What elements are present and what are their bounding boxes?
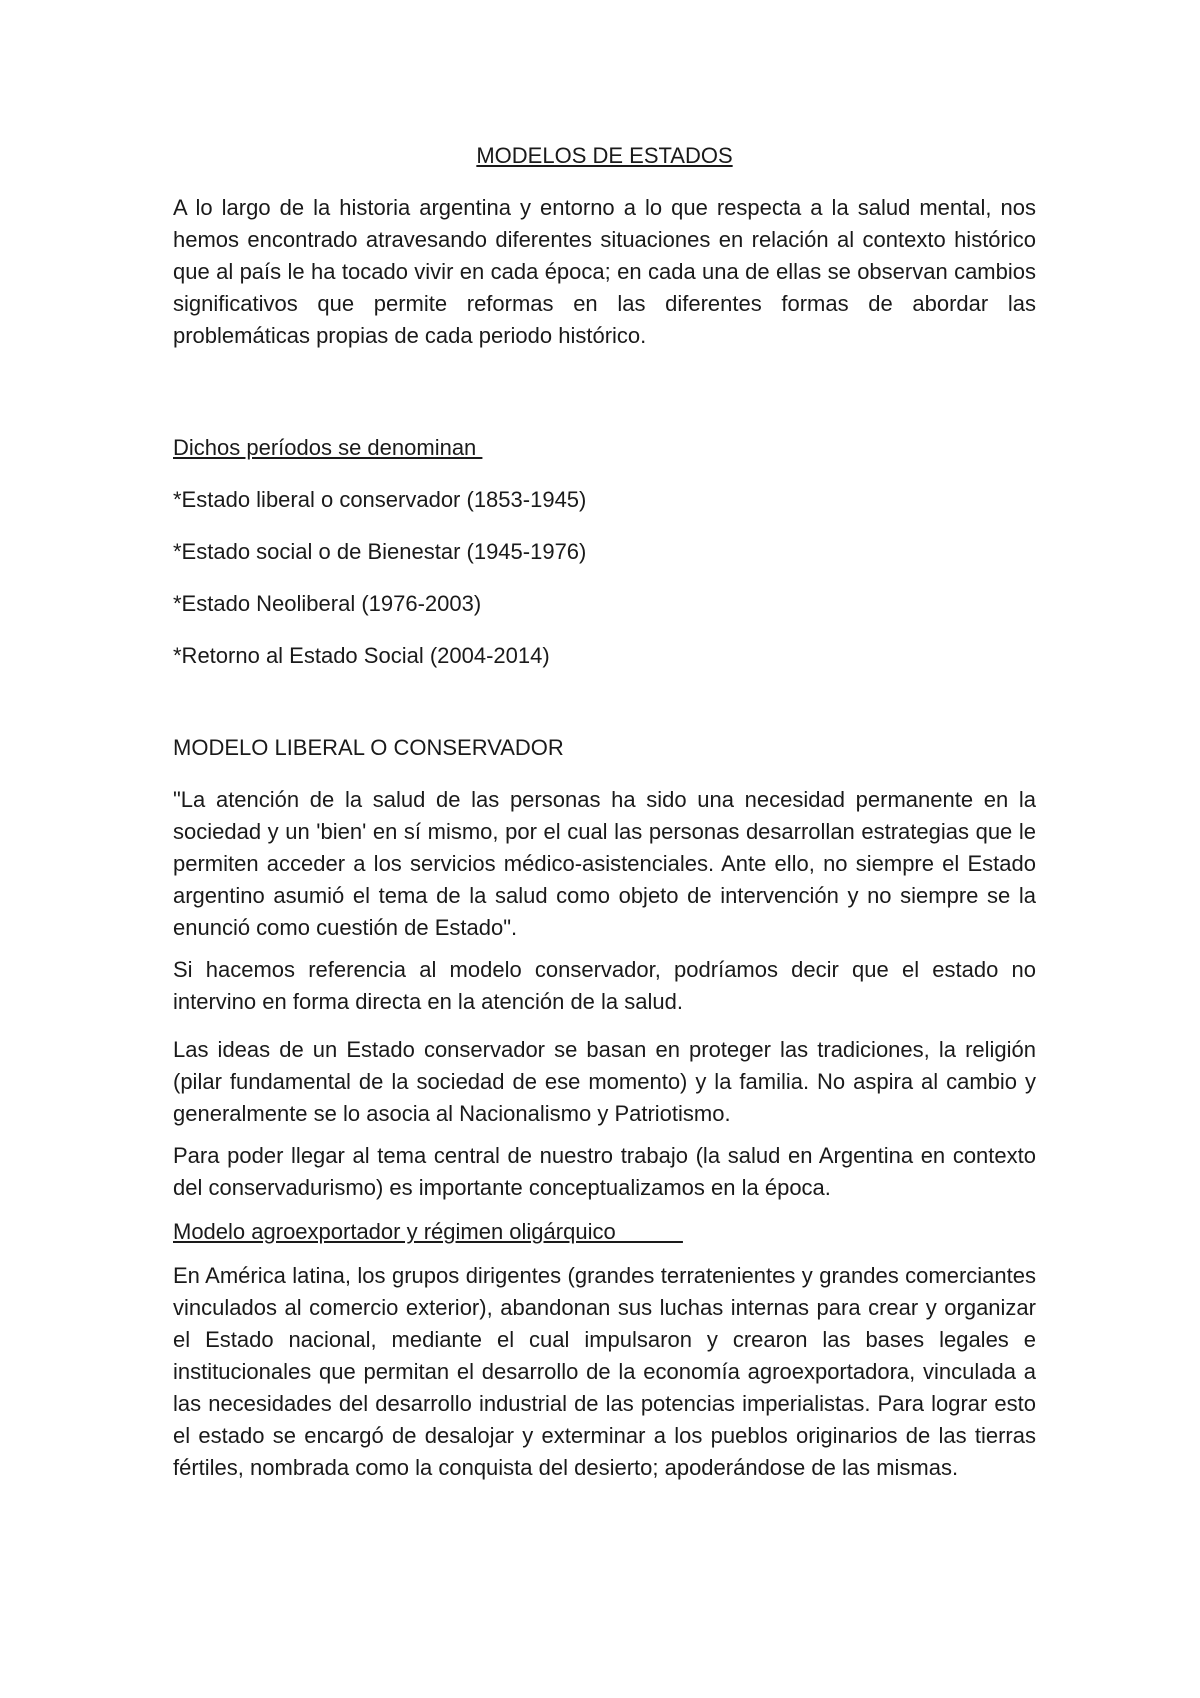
liberal-quote-paragraph: "La atención de la salud de las personas ha sido una necesidad permanente en la sociedad y un 'bien' en sí mismo, por el cual las personas desarrollan estrategias que le permiten acceder a los servicios médico-asistenciales. Ante ello, no siempre el Estado argentino asumió el tema de la salud como objeto de intervención y no siempre se la enunció como cuestión de Estado". xyxy=(173,787,1036,940)
liberal-model-heading: MODELO LIBERAL O CONSERVADOR xyxy=(173,735,564,760)
liberal-paragraph-2: Si hacemos referencia al modelo conservador, podríamos decir que el estado no intervino en forma directa en la atención de la salud. xyxy=(173,957,1036,1014)
document-page xyxy=(173,140,1036,1484)
liberal-paragraph-3: Las ideas de un Estado conservador se basan en proteger las tradiciones, la religión (pilar fundamental de la sociedad de ese momento) y la familia. No aspira al cambio y generalmente se lo asocia al Nacionalismo y Patriotismo. xyxy=(173,1037,1036,1126)
periods-list xyxy=(173,484,1036,672)
intro-paragraph: A lo largo de la historia argentina y entorno a lo que respecta a la salud mental, nos hemos encontrado atravesando diferentes situaciones en relación al contexto histórico que al país le ha tocado vivir en cada época; en cada una de ellas se observan cambios significativos que permite reformas en las diferentes formas de abordar las problemáticas propias de cada periodo histórico. xyxy=(173,195,1036,348)
liberal-paragraph-4: Para poder llegar al tema central de nuestro trabajo (la salud en Argentina en contexto del conservadurismo) es importante conceptualizamos en la época. xyxy=(173,1143,1036,1200)
agro-model-heading: Modelo agroexportador y régimen oligárquico xyxy=(173,1219,683,1244)
list-item: *Estado liberal o conservador (1853-1945) xyxy=(173,487,587,512)
periods-heading: Dichos períodos se denominan xyxy=(173,435,483,460)
agro-paragraph: En América latina, los grupos dirigentes (grandes terratenientes y grandes comerciantes vinculados al comercio exterior), abandonan sus luchas internas para crear y organizar el Estado nacional, mediante el cual impulsaron y crearon las bases legales e institucionales que permitan el desarrollo de la economía agroexportadora, vinculada a las necesidades del desarrollo industrial de las potencias imperialistas. Para lograr esto el estado se encargó de desalojar y exterminar a los pueblos originarios de las tierras fértiles, nombrada como la conquista del desierto; apoderándose de las mismas. xyxy=(173,1263,1036,1480)
list-item: *Estado social o de Bienestar (1945-1976) xyxy=(173,539,587,564)
document-title: MODELOS DE ESTADOS xyxy=(476,143,733,168)
list-item: *Estado Neoliberal (1976-2003) xyxy=(173,591,482,616)
list-item: *Retorno al Estado Social (2004-2014) xyxy=(173,643,550,668)
